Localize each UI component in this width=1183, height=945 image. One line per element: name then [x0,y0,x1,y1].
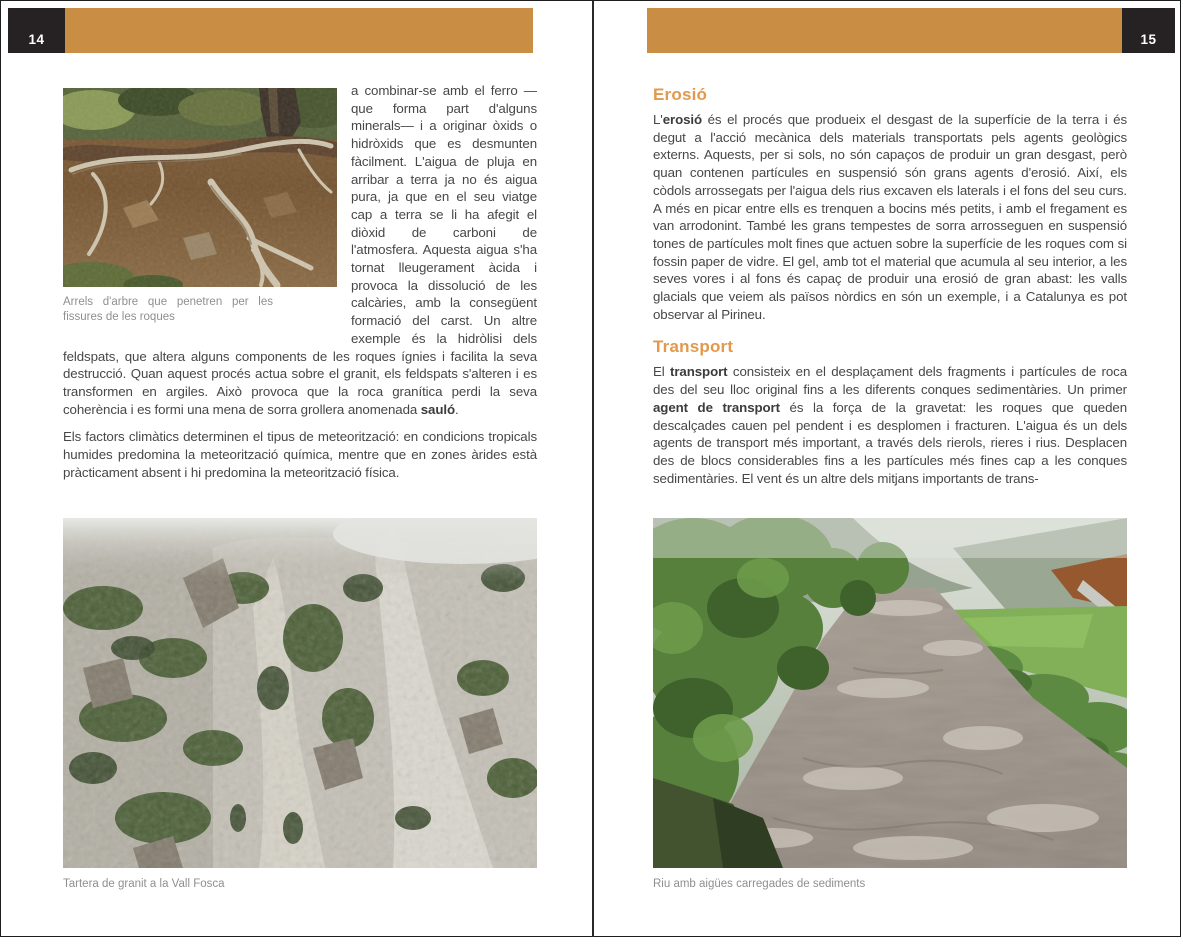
section-heading-erosio: Erosió [653,85,708,104]
page-number-box-left [8,8,65,53]
figure-tree-roots [63,88,351,325]
page-gutter-divider [592,1,594,937]
left-page-text [63,82,537,495]
page-number-left: 14 [28,32,45,47]
tree-roots-photo [63,88,337,287]
page-number-box-right [1122,8,1175,53]
body-paragraph-erosio: L'erosió és el procés que produeix el desgast de la superfície de la terra i és degut a l'acció mecànica dels materials transportats pels agents geològics externs. Aquests, per si sols, no són capaços de produir un gran desgast, però quan contenen partícules en suspensió són grans agents d'erosió. Així, els còdols arrossegats per l'aigua dels rius excaven els laterals i el fons del seu curs. A més en picar entre ells es trenquen a bocins més petits, i amb el fregament es van arrodonint. També les grans tempestes de sorra arrosseguen en suspensió tones de partícules molt fines que actuen sobre la superfície de les roques com si fossin paper de vidre. El gel, amb tot el material que acumula al seu interior, a les seves vores i al fons és capaç de produir una erosió de gran abast: les valls glacials que veiem als països nòrdics en són un exemple, i a Catalunya es pot observar al Pirineu. [653,112,1127,322]
header-band-left [65,8,533,53]
header-band-right [647,8,1122,53]
page-number-right: 15 [1140,32,1157,47]
photo-caption-tree-roots: Arrels d'arbre que penetren per les fissures de les roques [63,296,273,323]
right-page-text [653,84,1127,487]
body-paragraph-weathering: a combinar-se amb el ferro —que forma part d'alguns minerals— i a originar òxids o hidròxids que es desmunten fàcilment. L'aigua de pluja en arribar a terra ja no és aigua pura, ja que en el seu viatge cap a terra se li ha afegit el diòxid de carboni de l'atmosfera. Aquesta aigua s'ha tornat lleugerament àcida i provoca la dissolució de les calcàries, amb la consegüent formació del carst. Un altre exemple és la hidròlisi dels feldspats, que altera alguns components de les roques ígnies i facilita la seva destrucció. Quan aquest procés actua sobre el granit, els feldspats s'alteren i es transformen en argiles. Això provoca que la roca granítica perdi la seva coherència i es formi una mena de sorra grollera anomenada sauló. [63,83,537,417]
body-paragraph-climate: Els factors climàtics determinen el tipus de meteorització: en condicions tropicals humides predomina la meteorització química, mentre que en zones àrides està pràcticament absent i hi predomina la meteorització física. [63,429,537,480]
sediment-river-photo [653,518,1127,868]
body-paragraph-transport: El transport consisteix en el desplaçament dels fragments i partícules de roca des del seu lloc original fins a les diferents conques sedimentàries. Un primer agent de transport és la força de la gravetat: les roques que queden descalçades cauen pel pendent i es desplomen i fracturen. L'aigua és un dels agents de transport més important, a través dels rierols, rieres i rius. Desplacen des de blocs considerables fins a les partícules més fines cap a les conques sedimentàries. El vent és un altre dels mitjans importants de trans- [653,364,1127,486]
photo-caption-river: Riu amb aigües carregades de sediments [653,878,866,890]
section-heading-transport: Transport [653,337,734,357]
granite-scree-photo [63,518,537,868]
photo-caption-scree: Tartera de granit a la Vall Fosca [63,878,225,890]
